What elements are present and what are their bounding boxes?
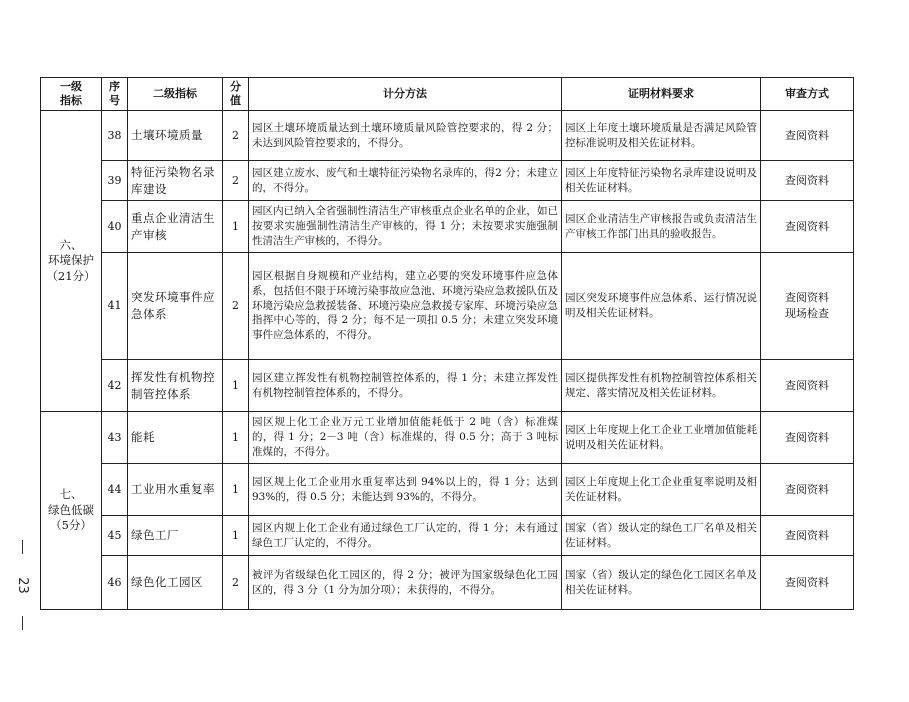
row-method: 园区建立挥发性有机物控制管控体系的，得 1 分；未建立挥发性有机物控制管控体系的，不得分。 [249, 360, 562, 412]
row-review-method-1: 查阅资料 [785, 219, 829, 233]
row-review-method-1: 查阅资料 [785, 575, 829, 589]
header-seq: 序号 [102, 78, 128, 111]
row-method: 被评为省级绿色化工园区的，得 2 分；被评为国家级绿色化工园区的，得 3 分（1 分为加分项）；未获得的，不得分。 [249, 556, 562, 610]
row-method: 园区根据自身规模和产业结构，建立必要的突发环境事件应急体系，包括但不限于环境污染事故应急池、环境污染应急救援队伍及环境污染应急救援装备、环境污染应急救援专家库、环境污染应急指挥中心等的，得 2 分；每不足一项扣 0.5 分；未建立突发环境事件应急体系的，不得分。 [249, 253, 562, 360]
row-evidence: 园区上年度特征污染物名录库建设说明及相关佐证材料。 [562, 161, 761, 201]
table-row [41, 412, 854, 464]
row-evidence: 园区上年度土壤环境质量是否满足风险管控标准说明及相关佐证材料。 [562, 111, 761, 161]
header-primary-indicator: 一级 指标 [41, 78, 102, 111]
row-review [761, 253, 854, 360]
header-method: 计分方法 [249, 78, 562, 111]
row-score: 1 [223, 412, 249, 464]
row-score: 1 [223, 201, 249, 253]
row-method: 园区内已纳入全省强制性清洁生产审核重点企业名单的企业，如已按要求实施强制性清洁生产审核的，得 1 分；未按要求实施强制性清洁生产审核的，不得分。 [249, 201, 562, 253]
row-secondary-indicator: 工业用水重复率 [128, 464, 223, 516]
row-score: 1 [223, 464, 249, 516]
table-row [41, 464, 854, 516]
row-secondary-indicator: 挥发性有机物控制管控体系 [128, 360, 223, 412]
row-secondary-indicator: 绿色工厂 [128, 516, 223, 556]
table-row [41, 253, 854, 360]
row-evidence: 园区上年度规上化工企业重复率说明及相关佐证材料。 [562, 464, 761, 516]
row-score: 2 [223, 161, 249, 201]
row-review-method-1: 查阅资料 [785, 482, 829, 496]
row-review-method-2: 现场检查 [785, 307, 829, 320]
row-review [761, 412, 854, 464]
row-secondary-indicator: 突发环境事件应急体系 [128, 253, 223, 360]
table-row [41, 201, 854, 253]
row-review-method-1: 查阅资料 [785, 430, 829, 444]
row-seq: 46 [102, 556, 128, 610]
row-review-method-1: 查阅资料 [785, 291, 829, 305]
row-score: 2 [223, 111, 249, 161]
page-number-dash-bottom [22, 616, 23, 630]
row-review [761, 201, 854, 253]
page-number-text: 23 [14, 576, 30, 594]
row-seq: 38 [102, 111, 128, 161]
row-seq: 43 [102, 412, 128, 464]
table-row [41, 556, 854, 610]
row-seq: 41 [102, 253, 128, 360]
table-row [41, 360, 854, 412]
page-number-dash-top [22, 540, 23, 554]
row-review [761, 360, 854, 412]
row-review-method-1: 查阅资料 [785, 128, 829, 142]
row-method: 园区规上化工企业万元工业增加值能耗低于 2 吨（含）标准煤的，得 1 分；2－3 吨（含）标准煤的，得 0.5 分；高于 3 吨标准煤的，不得分。 [249, 412, 562, 464]
category-green-low-carbon: 七、 绿色低碳 （5分） [41, 412, 102, 610]
row-method: 园区规上化工企业用水重复率达到 94%以上的，得 1 分；达到 93%的，得 0.5 分；未能达到 93%的，不得分。 [249, 464, 562, 516]
row-review [761, 111, 854, 161]
row-method: 园区土壤环境质量达到土壤环境质量风险管控要求的，得 2 分；未达到风险管控要求的，不得分。 [249, 111, 562, 161]
row-secondary-indicator: 特征污染物名录库建设 [128, 161, 223, 201]
row-seq: 44 [102, 464, 128, 516]
row-review [761, 516, 854, 556]
header-review: 审查方式 [761, 78, 854, 111]
row-secondary-indicator: 土壤环境质量 [128, 111, 223, 161]
row-seq: 45 [102, 516, 128, 556]
row-seq: 42 [102, 360, 128, 412]
table-row [41, 111, 854, 161]
header-score: 分值 [223, 78, 249, 111]
row-evidence: 国家（省）级认定的绿色化工园区名单及相关佐证材料。 [562, 556, 761, 610]
page-number [10, 540, 34, 630]
row-score: 1 [223, 360, 249, 412]
table-row [41, 161, 854, 201]
header-evidence: 证明材料要求 [562, 78, 761, 111]
row-evidence: 园区突发环境事件应急体系、运行情况说明及相关佐证材料。 [562, 253, 761, 360]
row-method: 园区内规上化工企业有通过绿色工厂认定的，得 1 分；未有通过绿色工厂认定的，不得分。 [249, 516, 562, 556]
row-secondary-indicator: 能耗 [128, 412, 223, 464]
row-review [761, 556, 854, 610]
row-evidence: 园区上年度规上化工企业工业增加值能耗说明及相关佐证材料。 [562, 412, 761, 464]
row-review [761, 161, 854, 201]
evaluation-table [40, 77, 854, 610]
row-evidence: 国家（省）级认定的绿色工厂名单及相关佐证材料。 [562, 516, 761, 556]
row-secondary-indicator: 重点企业清洁生产审核 [128, 201, 223, 253]
row-evidence: 园区提供挥发性有机物控制管控体系相关规定、落实情况及相关佐证材料。 [562, 360, 761, 412]
row-review [761, 464, 854, 516]
row-seq: 40 [102, 201, 128, 253]
row-review-method-1: 查阅资料 [785, 528, 829, 542]
table-row [41, 516, 854, 556]
row-score: 2 [223, 556, 249, 610]
header-secondary-indicator: 二级指标 [128, 78, 223, 111]
category-environmental-protection: 六、 环境保护 （21分） [41, 111, 102, 412]
row-score: 1 [223, 516, 249, 556]
row-score: 2 [223, 253, 249, 360]
table-header-row [41, 78, 854, 111]
row-review-method-1: 查阅资料 [785, 173, 829, 187]
row-secondary-indicator: 绿色化工园区 [128, 556, 223, 610]
row-evidence: 园区企业清洁生产审核报告或负责清洁生产审核工作部门出具的验收报告。 [562, 201, 761, 253]
row-method: 园区建立废水、废气和土壤特征污染物名录库的，得2 分；未建立的，不得分。 [249, 161, 562, 201]
row-seq: 39 [102, 161, 128, 201]
row-review-method-1: 查阅资料 [785, 378, 829, 392]
